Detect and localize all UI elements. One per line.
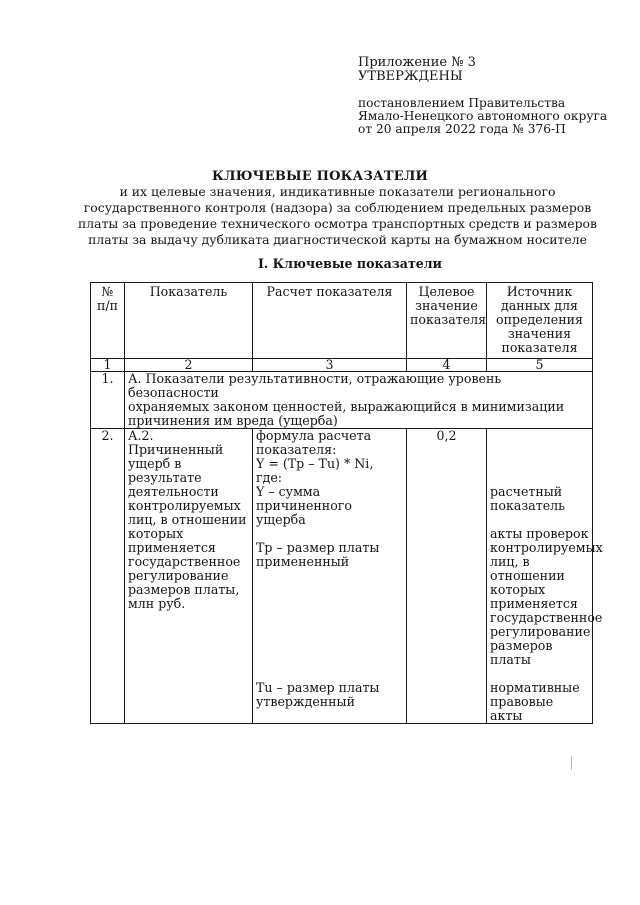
table-header-row — [91, 283, 593, 359]
subtitle-line: платы за выдачу дубликата диагностической карты на бумажном носителе — [88, 232, 587, 247]
header-source: Источник данных для определения значения показателя — [487, 283, 593, 359]
row-number: 2. — [91, 429, 125, 724]
subtitle-line: государственного контроля (надзора) за соблюдением предельных размеров — [83, 200, 592, 215]
key-indicators-table — [90, 282, 603, 724]
header-target: Целевое значение показателя — [407, 283, 487, 359]
header-indicator: Показатель — [125, 283, 253, 359]
subtitle-line: платы за проведение технического осмотра транспортных средств и размеров — [78, 216, 597, 231]
source-cell: расчетный показатель акты проверок контролируемых лиц, в отношении которых применяется государственное регулирование размеров платы нормативные правовые акты — [487, 429, 593, 724]
table-row — [91, 429, 593, 724]
approved-label: УТВЕРЖДЕНЫ — [358, 68, 463, 84]
column-number-row — [91, 359, 593, 372]
header-calculation: Расчет показателя — [253, 283, 407, 359]
indicator-cell: А.2. Причиненный ущерб в результате деятельности контролируемых лиц, в отношении которых применяется государственное регулирование размеров платы, млн руб. — [125, 429, 253, 724]
section-title: I. Ключевые показатели — [257, 256, 443, 271]
column-number: 1 — [91, 359, 125, 372]
table-row — [91, 372, 593, 429]
decree-line: Ямало-Ненецкого автономного округа — [358, 109, 608, 123]
column-number: 4 — [407, 359, 487, 372]
scan-artifact — [571, 756, 572, 770]
column-number: 3 — [253, 359, 407, 372]
appendix-header — [358, 56, 476, 83]
appendix-number: Приложение № 3 — [358, 55, 476, 70]
target-value: 0,2 — [407, 429, 487, 724]
formula: Y = (Tp – Tu) * Ni, — [256, 456, 374, 471]
calculation-cell: формула расчета показателя: Y = (Tp – Tu) * Ni, где: Y – сумма причиненного ущерба Tp – размер платы примененный Tu – размер платы утвержденный — [253, 429, 407, 724]
subtitle-line: и их целевые значения, индикативные показатели регионального — [119, 184, 556, 199]
column-number: 5 — [487, 359, 593, 372]
group-heading: А. Показатели результативности, отражающие уровень безопасности охраняемых законом ценностей, выражающийся в минимизации причинения им вреда (ущерба) — [125, 372, 593, 429]
column-number: 2 — [125, 359, 253, 372]
row-number: 1. — [91, 372, 125, 429]
document-subtitle — [40, 184, 635, 248]
decree-line: постановлением Правительства — [358, 96, 566, 110]
decree-line: от 20 апреля 2022 года № 376-П — [358, 122, 566, 136]
document-title: КЛЮЧЕВЫЕ ПОКАЗАТЕЛИ — [211, 169, 428, 184]
header-num: № п/п — [91, 283, 125, 359]
decree-reference — [358, 97, 607, 136]
